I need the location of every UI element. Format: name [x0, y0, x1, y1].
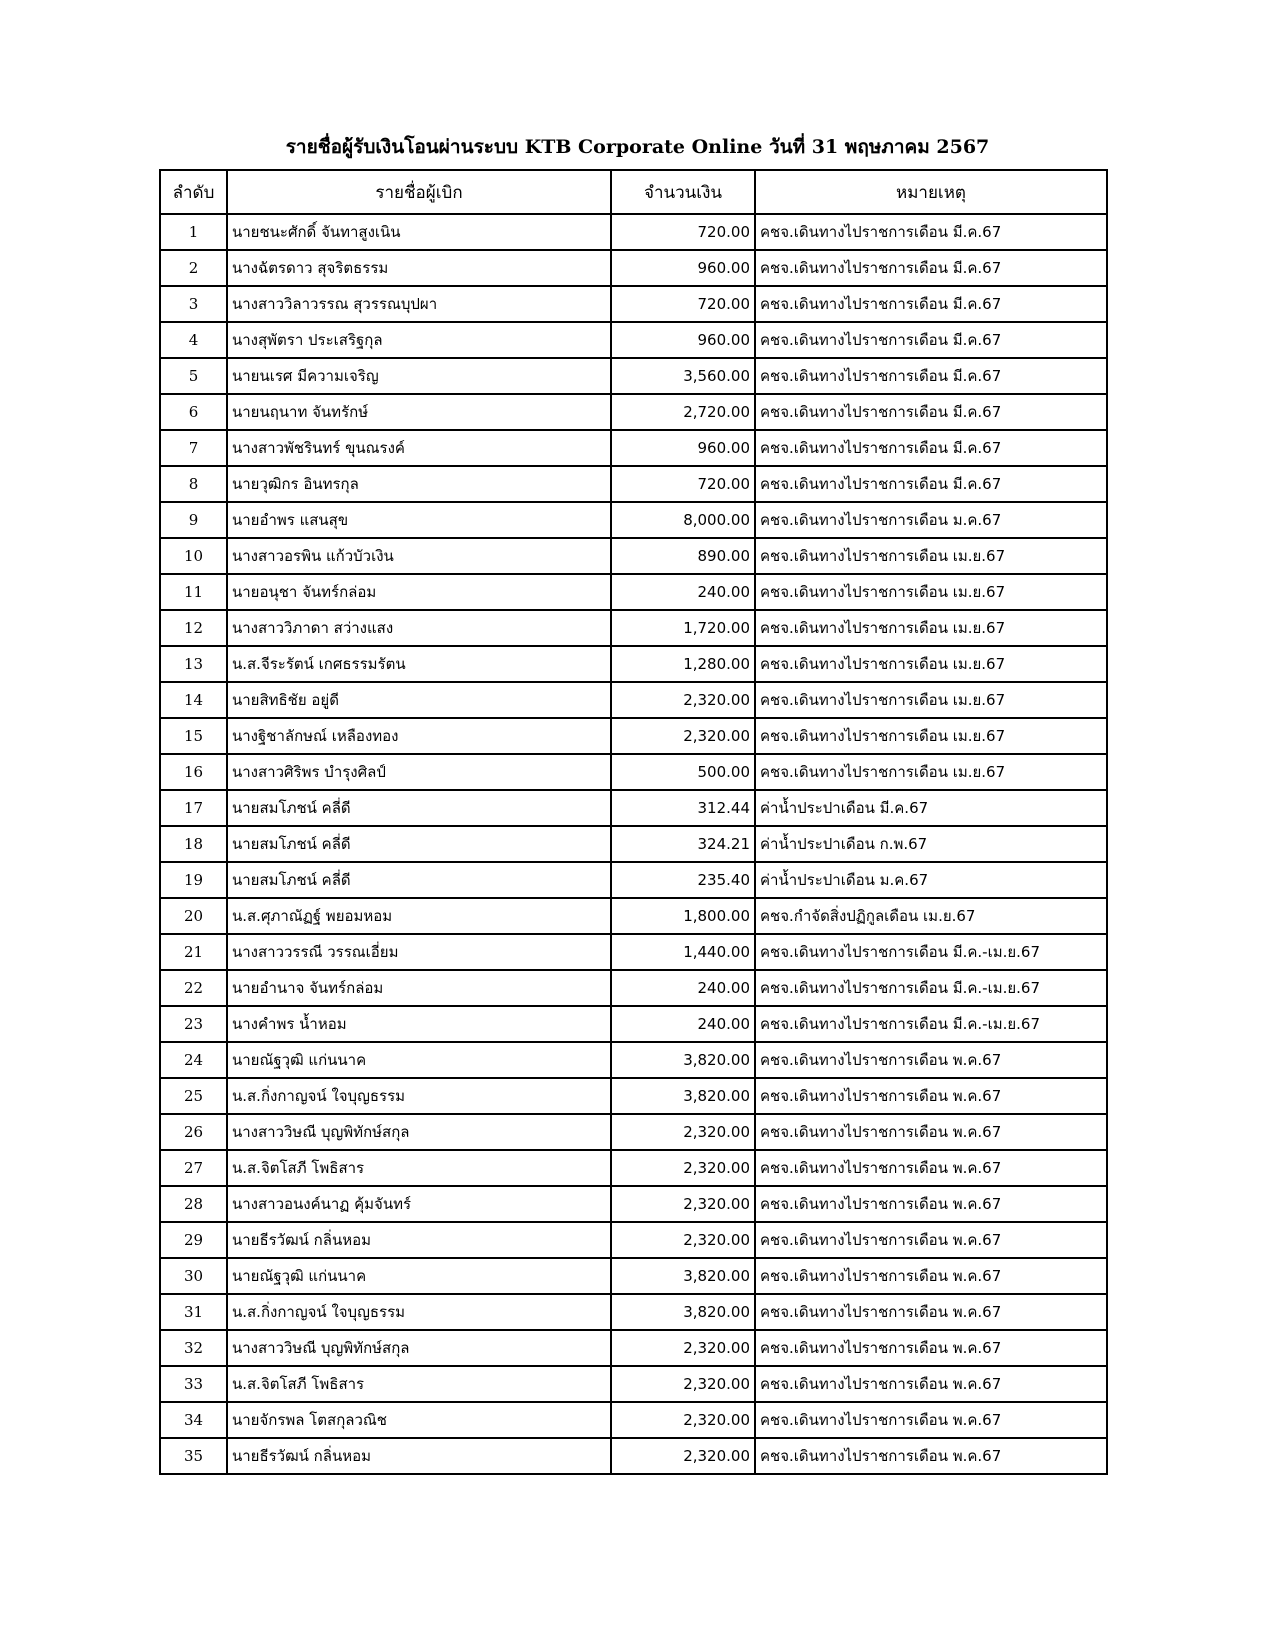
payee-name: นายชนะศักดิ์ จันทาสูงเนิน [227, 214, 611, 250]
payee-name: น.ส.จีระรัตน์ เกศธรรมรัตน [227, 646, 611, 682]
payee-name: นางสาววิษณี บุญพิทักษ์สกุล [227, 1114, 611, 1150]
remark: คชจ.เดินทางไปราชการเดือน มี.ค.67 [755, 214, 1107, 250]
table-row [160, 358, 1107, 394]
amount: 1,280.00 [611, 646, 755, 682]
remark: คชจ.เดินทางไปราชการเดือน มี.ค.67 [755, 430, 1107, 466]
table-row [160, 1042, 1107, 1078]
row-number: 12 [160, 610, 227, 646]
table-row [160, 826, 1107, 862]
row-number: 3 [160, 286, 227, 322]
row-number: 21 [160, 934, 227, 970]
amount: 2,320.00 [611, 1114, 755, 1150]
remark: คชจ.เดินทางไปราชการเดือน พ.ค.67 [755, 1150, 1107, 1186]
payee-name: น.ส.กิ่งกาญจน์ ใจบุญธรรม [227, 1294, 611, 1330]
payee-name: นางสุพัตรา ประเสริฐกุล [227, 322, 611, 358]
remark: คชจ.เดินทางไปราชการเดือน พ.ค.67 [755, 1366, 1107, 1402]
payee-name: นายณัฐวุฒิ แก่นนาค [227, 1042, 611, 1078]
amount: 3,820.00 [611, 1078, 755, 1114]
payee-name: น.ส.กิ่งกาญจน์ ใจบุญธรรม [227, 1078, 611, 1114]
table-header [160, 170, 1107, 214]
payee-name: นายธีรวัฒน์ กลิ่นหอม [227, 1438, 611, 1474]
payee-name: นายอนุชา จันทร์กล่อม [227, 574, 611, 610]
amount: 720.00 [611, 286, 755, 322]
payee-name: นางสาววิภาดา สว่างแสง [227, 610, 611, 646]
remark: คชจ.เดินทางไปราชการเดือน เม.ย.67 [755, 682, 1107, 718]
amount: 3,560.00 [611, 358, 755, 394]
row-number: 34 [160, 1402, 227, 1438]
table-row [160, 682, 1107, 718]
payee-name: นายนเรศ มีความเจริญ [227, 358, 611, 394]
table-row [160, 1258, 1107, 1294]
payee-name: นายสมโภชน์ คลี่ดี [227, 790, 611, 826]
remark: คชจ.เดินทางไปราชการเดือน พ.ค.67 [755, 1042, 1107, 1078]
remark: คชจ.เดินทางไปราชการเดือน มี.ค.67 [755, 466, 1107, 502]
table-row [160, 286, 1107, 322]
payee-name: นางสาวอรพิน แก้วบัวเงิน [227, 538, 611, 574]
remark: คชจ.เดินทางไปราชการเดือน ม.ค.67 [755, 502, 1107, 538]
remark: คชจ.เดินทางไปราชการเดือน เม.ย.67 [755, 538, 1107, 574]
table-row [160, 718, 1107, 754]
remark: คชจ.เดินทางไปราชการเดือน มี.ค.-เม.ย.67 [755, 934, 1107, 970]
transfer-table [159, 169, 1108, 1475]
amount: 960.00 [611, 430, 755, 466]
remark: คชจ.เดินทางไปราชการเดือน พ.ค.67 [755, 1294, 1107, 1330]
table-row [160, 214, 1107, 250]
table-row [160, 970, 1107, 1006]
table-row [160, 250, 1107, 286]
table-row [160, 646, 1107, 682]
amount: 2,320.00 [611, 718, 755, 754]
table-row [160, 1330, 1107, 1366]
remark: คชจ.เดินทางไปราชการเดือน พ.ค.67 [755, 1438, 1107, 1474]
row-number: 30 [160, 1258, 227, 1294]
table-row [160, 1150, 1107, 1186]
amount: 500.00 [611, 754, 755, 790]
amount: 2,320.00 [611, 1186, 755, 1222]
remark: คชจ.เดินทางไปราชการเดือน เม.ย.67 [755, 610, 1107, 646]
row-number: 24 [160, 1042, 227, 1078]
payee-name: นายณัฐวุฒิ แก่นนาค [227, 1258, 611, 1294]
table-row [160, 1186, 1107, 1222]
payee-name: น.ส.จิตโสภี โพธิสาร [227, 1150, 611, 1186]
amount: 960.00 [611, 322, 755, 358]
amount: 240.00 [611, 574, 755, 610]
amount: 3,820.00 [611, 1294, 755, 1330]
remark: คชจ.เดินทางไปราชการเดือน เม.ย.67 [755, 574, 1107, 610]
payee-name: นางสาวอนงค์นาฏ คุ้มจันทร์ [227, 1186, 611, 1222]
amount: 2,320.00 [611, 1438, 755, 1474]
row-number: 14 [160, 682, 227, 718]
document-title: รายชื่อผู้รับเงินโอนผ่านระบบ KTB Corporate Online วันที่ 31 พฤษภาคม 2567 [285, 136, 990, 158]
row-number: 2 [160, 250, 227, 286]
amount: 235.40 [611, 862, 755, 898]
remark: คชจ.เดินทางไปราชการเดือน พ.ค.67 [755, 1186, 1107, 1222]
payee-name: นายธีรวัฒน์ กลิ่นหอม [227, 1222, 611, 1258]
row-number: 26 [160, 1114, 227, 1150]
row-number: 16 [160, 754, 227, 790]
row-number: 28 [160, 1186, 227, 1222]
row-number: 8 [160, 466, 227, 502]
remark: คชจ.เดินทางไปราชการเดือน พ.ค.67 [755, 1258, 1107, 1294]
table-row [160, 862, 1107, 898]
row-number: 29 [160, 1222, 227, 1258]
amount: 8,000.00 [611, 502, 755, 538]
row-number: 19 [160, 862, 227, 898]
amount: 3,820.00 [611, 1042, 755, 1078]
table-body [160, 214, 1107, 1474]
payee-name: นางสาววิลาวรรณ สุวรรณบุปผา [227, 286, 611, 322]
row-number: 7 [160, 430, 227, 466]
row-number: 10 [160, 538, 227, 574]
table-row [160, 574, 1107, 610]
table-row [160, 502, 1107, 538]
table-row [160, 1222, 1107, 1258]
remark: คชจ.เดินทางไปราชการเดือน มี.ค.67 [755, 286, 1107, 322]
remark: ค่าน้ำประปาเดือน ก.พ.67 [755, 826, 1107, 862]
remark: คชจ.เดินทางไปราชการเดือน มี.ค.67 [755, 322, 1107, 358]
row-number: 27 [160, 1150, 227, 1186]
amount: 1,440.00 [611, 934, 755, 970]
row-number: 35 [160, 1438, 227, 1474]
payee-name: นายสมโภชน์ คลี่ดี [227, 826, 611, 862]
amount: 1,720.00 [611, 610, 755, 646]
column-header-amount: จำนวนเงิน [611, 170, 755, 214]
amount: 2,320.00 [611, 1402, 755, 1438]
row-number: 18 [160, 826, 227, 862]
payee-name: น.ส.ศุภาณัฏฐ์ พยอมหอม [227, 898, 611, 934]
amount: 3,820.00 [611, 1258, 755, 1294]
amount: 890.00 [611, 538, 755, 574]
table-row [160, 1078, 1107, 1114]
table-row [160, 1366, 1107, 1402]
row-number: 17 [160, 790, 227, 826]
remark: คชจ.เดินทางไปราชการเดือน มี.ค.-เม.ย.67 [755, 970, 1107, 1006]
remark: คชจ.เดินทางไปราชการเดือน พ.ค.67 [755, 1114, 1107, 1150]
payee-name: นายจักรพล โตสกุลวณิช [227, 1402, 611, 1438]
table-row [160, 1294, 1107, 1330]
payee-name: นางสาวพัชรินทร์ ขุนณรงค์ [227, 430, 611, 466]
remark: ค่าน้ำประปาเดือน ม.ค.67 [755, 862, 1107, 898]
payee-name: นายสิทธิชัย อยู่ดี [227, 682, 611, 718]
remark: คชจ.เดินทางไปราชการเดือน มี.ค.67 [755, 358, 1107, 394]
row-number: 15 [160, 718, 227, 754]
payee-name: นายนฤนาท จันทรักษ์ [227, 394, 611, 430]
row-number: 5 [160, 358, 227, 394]
row-number: 33 [160, 1366, 227, 1402]
row-number: 31 [160, 1294, 227, 1330]
remark: คชจ.เดินทางไปราชการเดือน มี.ค.67 [755, 250, 1107, 286]
table-row [160, 754, 1107, 790]
row-number: 25 [160, 1078, 227, 1114]
remark: คชจ.เดินทางไปราชการเดือน พ.ค.67 [755, 1222, 1107, 1258]
remark: คชจ.เดินทางไปราชการเดือน มี.ค.67 [755, 394, 1107, 430]
payee-name: นางฐิชาลักษณ์ เหลืองทอง [227, 718, 611, 754]
remark: คชจ.เดินทางไปราชการเดือน พ.ค.67 [755, 1330, 1107, 1366]
amount: 960.00 [611, 250, 755, 286]
amount: 240.00 [611, 970, 755, 1006]
remark: คชจ.เดินทางไปราชการเดือน เม.ย.67 [755, 754, 1107, 790]
table-row [160, 1438, 1107, 1474]
remark: คชจ.เดินทางไปราชการเดือน เม.ย.67 [755, 646, 1107, 682]
header-row [160, 170, 1107, 214]
amount: 720.00 [611, 214, 755, 250]
column-header-note: หมายเหตุ [755, 170, 1107, 214]
column-header-no: ลำดับ [160, 170, 227, 214]
amount: 1,800.00 [611, 898, 755, 934]
remark: ค่าน้ำประปาเดือน มี.ค.67 [755, 790, 1107, 826]
amount: 312.44 [611, 790, 755, 826]
table-row [160, 898, 1107, 934]
row-number: 32 [160, 1330, 227, 1366]
remark: คชจ.เดินทางไปราชการเดือน พ.ค.67 [755, 1402, 1107, 1438]
table-row [160, 610, 1107, 646]
row-number: 4 [160, 322, 227, 358]
amount: 2,320.00 [611, 1366, 755, 1402]
remark: คชจ.กำจัดสิ่งปฏิกูลเดือน เม.ย.67 [755, 898, 1107, 934]
payee-name: นางสาววรรณี วรรณเอี่ยม [227, 934, 611, 970]
remark: คชจ.เดินทางไปราชการเดือน เม.ย.67 [755, 718, 1107, 754]
amount: 324.21 [611, 826, 755, 862]
table-row [160, 1402, 1107, 1438]
amount: 2,320.00 [611, 1222, 755, 1258]
remark: คชจ.เดินทางไปราชการเดือน มี.ค.-เม.ย.67 [755, 1006, 1107, 1042]
amount: 720.00 [611, 466, 755, 502]
amount: 2,320.00 [611, 682, 755, 718]
column-header-name: รายชื่อผู้เบิก [227, 170, 611, 214]
table-row [160, 934, 1107, 970]
row-number: 13 [160, 646, 227, 682]
table-row [160, 1006, 1107, 1042]
payee-name: นางสาววิษณี บุญพิทักษ์สกุล [227, 1330, 611, 1366]
payee-name: นางสาวศิริพร บำรุงศิลป์ [227, 754, 611, 790]
table-row [160, 322, 1107, 358]
payee-name: นายอำพร แสนสุข [227, 502, 611, 538]
row-number: 22 [160, 970, 227, 1006]
payee-name: น.ส.จิตโสภี โพธิสาร [227, 1366, 611, 1402]
table-row [160, 394, 1107, 430]
amount: 2,320.00 [611, 1330, 755, 1366]
table-row [160, 466, 1107, 502]
row-number: 1 [160, 214, 227, 250]
payee-name: นางคำพร น้ำหอม [227, 1006, 611, 1042]
payee-name: นายวุฒิกร อินทรกุล [227, 466, 611, 502]
row-number: 9 [160, 502, 227, 538]
row-number: 6 [160, 394, 227, 430]
amount: 240.00 [611, 1006, 755, 1042]
row-number: 23 [160, 1006, 227, 1042]
table-row [160, 1114, 1107, 1150]
remark: คชจ.เดินทางไปราชการเดือน พ.ค.67 [755, 1078, 1107, 1114]
row-number: 11 [160, 574, 227, 610]
amount: 2,320.00 [611, 1150, 755, 1186]
table-row [160, 538, 1107, 574]
row-number: 20 [160, 898, 227, 934]
amount: 2,720.00 [611, 394, 755, 430]
payee-name: นางฉัตรดาว สุจริตธรรม [227, 250, 611, 286]
table-row [160, 790, 1107, 826]
table-row [160, 430, 1107, 466]
payee-name: นายสมโภชน์ คลี่ดี [227, 862, 611, 898]
payee-name: นายอำนาจ จันทร์กล่อม [227, 970, 611, 1006]
